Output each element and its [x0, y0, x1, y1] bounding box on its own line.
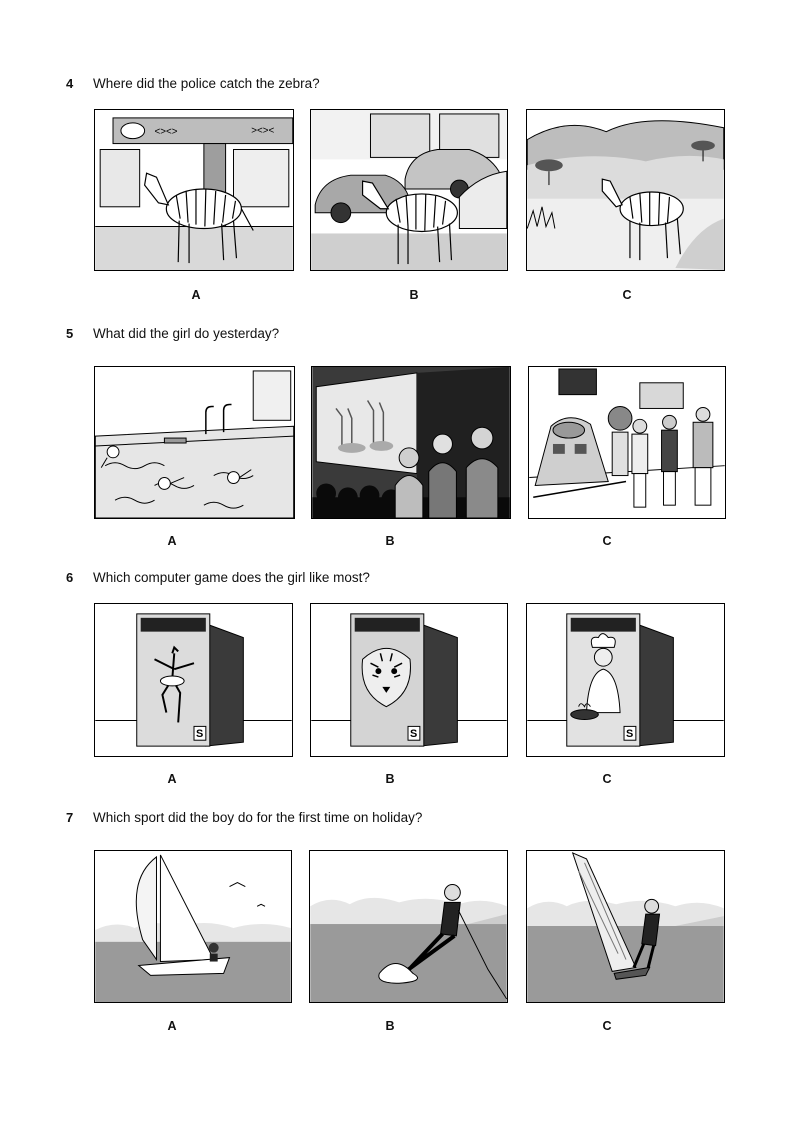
question-6-number: 6 — [66, 570, 74, 585]
q5-option-a-picture[interactable] — [94, 366, 295, 519]
ballet-game-case-illustration — [95, 604, 292, 756]
windsurfing-illustration — [527, 851, 724, 1002]
q5-option-c-label: C — [602, 534, 612, 548]
question-6-text: Which computer game does the girl like most? — [93, 570, 370, 585]
q6-option-b-label: B — [385, 772, 395, 786]
sailing-boat-illustration — [95, 851, 291, 1002]
q6-option-b-picture[interactable] — [310, 603, 508, 757]
q4-option-c-label: C — [622, 288, 632, 302]
chef-game-case-illustration — [527, 604, 724, 756]
space-museum-illustration — [529, 367, 725, 518]
water-skiing-illustration — [310, 851, 507, 1002]
q6-option-a-picture[interactable] — [94, 603, 293, 757]
svg-text:><><: ><>< — [251, 125, 275, 137]
cinema-giraffe-film-illustration — [312, 367, 510, 518]
tiger-game-case-illustration — [311, 604, 507, 756]
svg-text:S: S — [409, 728, 418, 741]
q4-option-a-label: A — [191, 288, 201, 302]
zebra-savanna-illustration — [527, 110, 724, 270]
question-4-number: 4 — [66, 76, 74, 91]
q5-option-c-picture[interactable] — [528, 366, 726, 519]
q5-option-b-picture[interactable] — [311, 366, 511, 519]
q4-option-c-picture[interactable] — [526, 109, 725, 271]
q5-option-a-label: A — [167, 534, 177, 548]
q7-option-b-picture[interactable] — [309, 850, 508, 1003]
q6-option-c-picture[interactable] — [526, 603, 725, 757]
zebra-street-cars-illustration — [311, 110, 507, 270]
q4-option-b-picture[interactable] — [310, 109, 508, 271]
q6-option-c-label: C — [602, 772, 612, 786]
svg-text:S: S — [625, 728, 634, 741]
svg-text:<><>: <><> — [154, 126, 178, 138]
question-4-text: Where did the police catch the zebra? — [93, 76, 320, 91]
q7-option-c-picture[interactable] — [526, 850, 725, 1003]
q4-option-a-picture[interactable] — [94, 109, 294, 271]
swimming-pool-illustration — [95, 367, 294, 518]
svg-text:S: S — [195, 728, 204, 741]
q4-option-b-label: B — [409, 288, 419, 302]
q7-option-c-label: C — [602, 1019, 612, 1033]
question-5-text: What did the girl do yesterday? — [93, 326, 280, 341]
q7-option-a-label: A — [167, 1019, 177, 1033]
q6-option-a-label: A — [167, 772, 177, 786]
question-5-number: 5 — [66, 326, 74, 341]
q7-option-b-label: B — [385, 1019, 395, 1033]
q5-option-b-label: B — [385, 534, 395, 548]
question-7-number: 7 — [66, 810, 74, 825]
question-7-text: Which sport did the boy do for the first time on holiday? — [93, 810, 423, 825]
zebra-restaurant-illustration — [95, 110, 293, 270]
q7-option-a-picture[interactable] — [94, 850, 292, 1003]
